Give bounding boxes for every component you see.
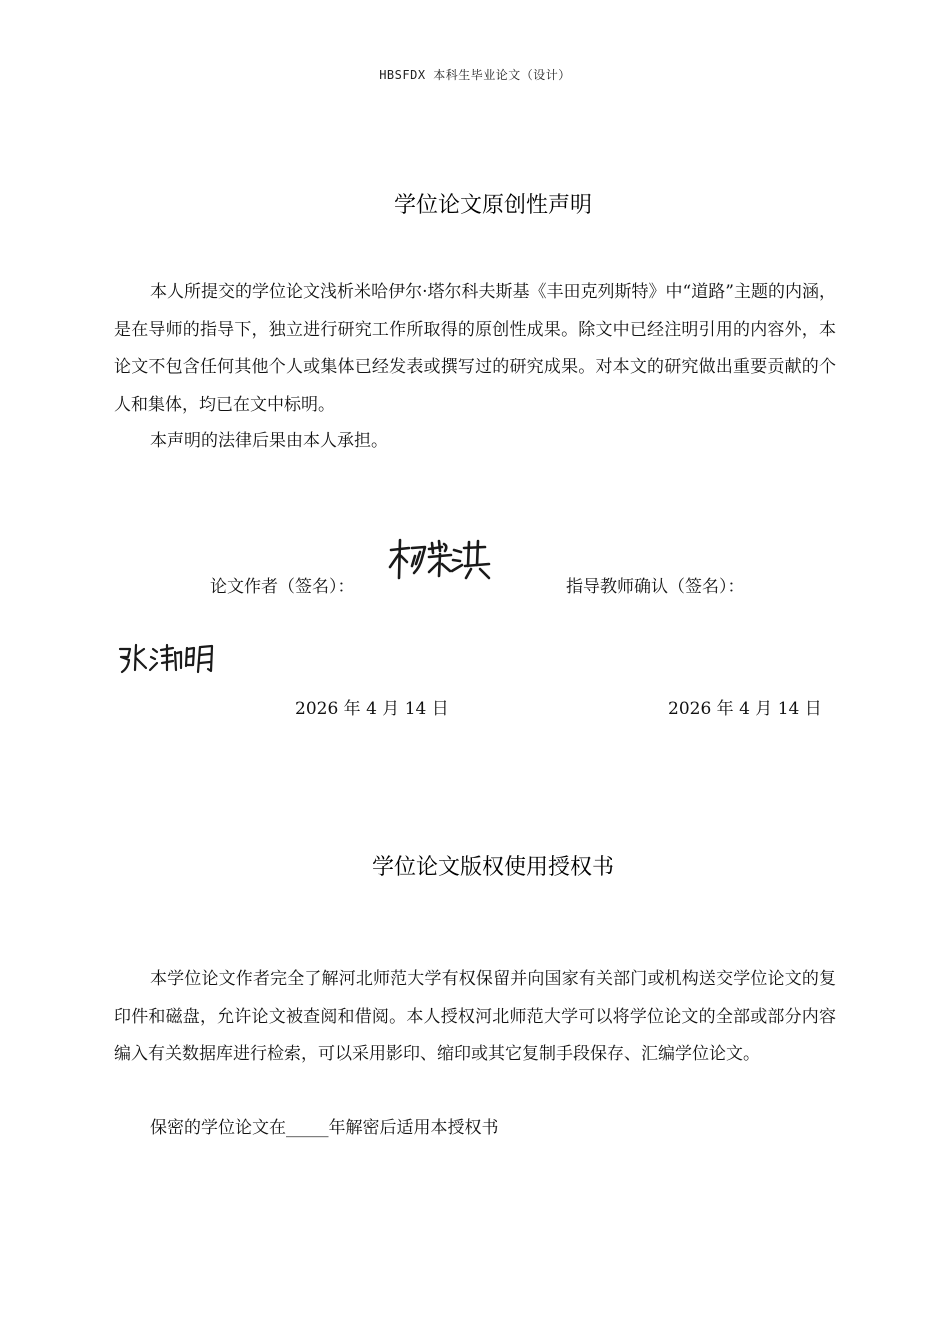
advisor-signature-image bbox=[116, 640, 226, 676]
author-signature-label: 论文作者（签名）： bbox=[210, 577, 355, 597]
declaration-title: 学位论文原创性声明 bbox=[393, 193, 592, 218]
declaration-legal-paragraph: 本声明的法律后果由本人承担。 bbox=[150, 431, 388, 451]
declaration-paragraph: 本人所提交的学位论文浅析米哈伊尔·塔尔科夫斯基《丰田克列斯特》中“道路”主题的内涵，是在导师的指导下，独立进行研究工作所取得的原创性成果。除文中已经注明引用的内容外，本论文不包含任何其他个人或集体已经发表或撰写过的研究成果。对本文的研究做出重要贡献的个人和集体，均已在文中标明。 bbox=[114, 282, 836, 415]
advisor-signature-label: 指导教师确认（签名）： bbox=[566, 577, 745, 597]
page-header: HBSFDX 本科生毕业论文（设计） bbox=[379, 68, 571, 82]
authorization-title: 学位论文版权使用授权书 bbox=[371, 855, 614, 880]
authorization-paragraph: 本学位论文作者完全了解河北师范大学有权保留并向国家有关部门或机构送交学位论文的复印件和磁盘，允许论文被查阅和借阅。本人授权河北师范大学可以将学位论文的全部或部分内容编入有关数据库进行检索，可以采用影印、缩印或其它复制手段保存、汇编学位论文。 bbox=[114, 969, 836, 1064]
confidential-statement: 保密的学位论文在_____年解密后适用本授权书 bbox=[150, 1118, 499, 1138]
advisor-date: 2026 年 4 月 14 日 bbox=[668, 699, 822, 719]
author-date: 2026 年 4 月 14 日 bbox=[295, 699, 449, 719]
author-signature-image bbox=[385, 534, 495, 584]
